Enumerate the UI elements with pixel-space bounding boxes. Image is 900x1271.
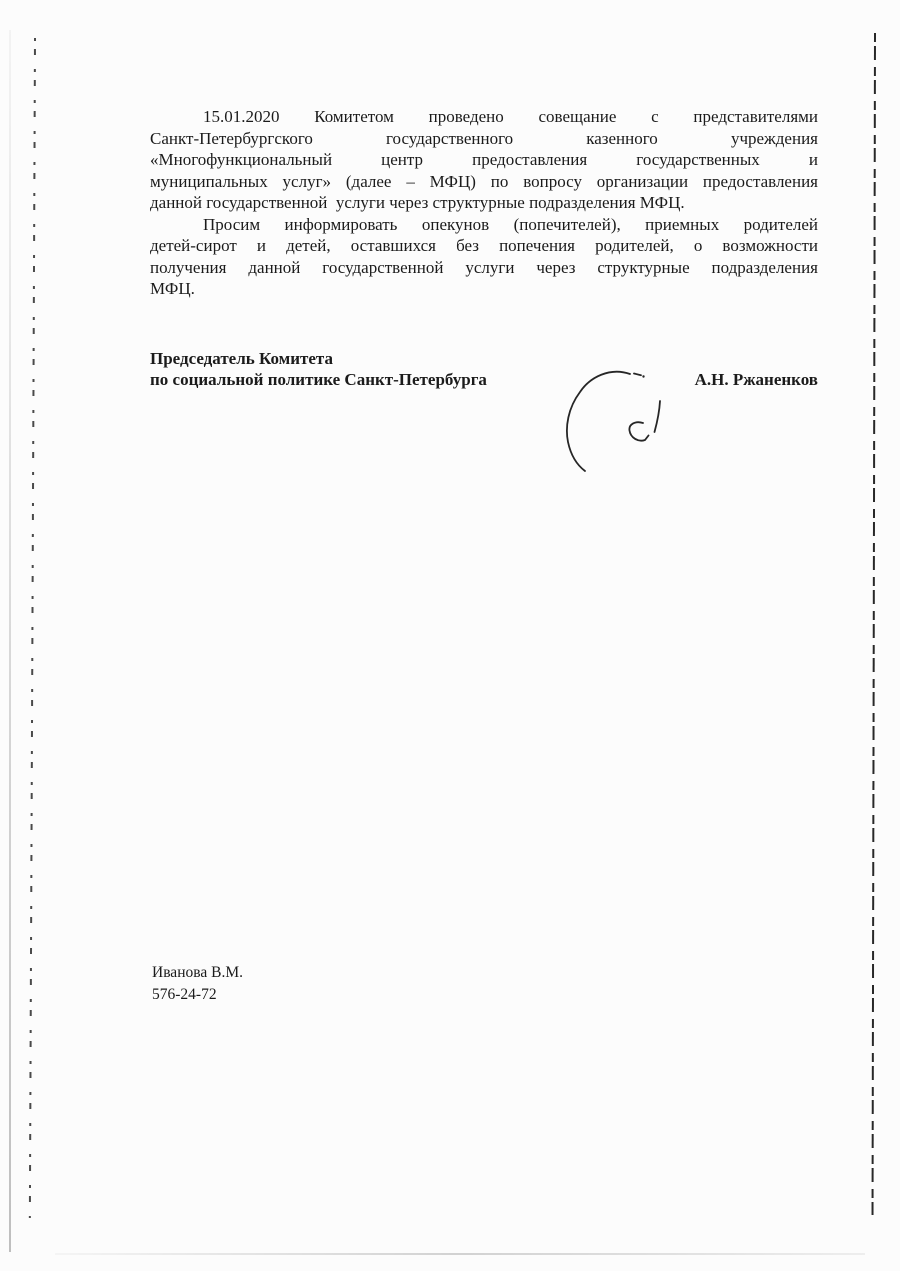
paragraph1-line: «Многофункциональный центр предоставления государственных и: [150, 150, 818, 169]
paragraph1-line: Санкт-Петербургского государственного казенного учреждения: [150, 128, 818, 148]
left-edge-perforation-marks: [29, 38, 36, 1218]
letter-body: [150, 106, 818, 300]
right-edge-perforation-marks: [872, 33, 876, 1215]
executor-phone: 576-24-72: [152, 986, 217, 1003]
paragraph2-line: МФЦ.: [150, 279, 195, 298]
left-page-edge-line: [9, 30, 11, 1252]
paragraph2-line: Просим информировать опекунов (попечителей), приемных родителей: [203, 214, 818, 234]
executor-name: Иванова В.М.: [152, 964, 243, 981]
executor-contact: [152, 962, 243, 1006]
signer-title-line2: по социальной политике Санкт-Петербурга: [150, 370, 487, 389]
signer-name: А.Н. Ржаненков: [694, 370, 818, 389]
paragraph1-line: 15.01.2020 Комитетом проведено совещание с представителями: [203, 107, 818, 126]
paragraph2-line: получения данной государственной услуги через структурные подразделения: [150, 257, 818, 277]
paragraph2-line: детей-сирот и детей, оставшихся без попечения родителей, о возможности: [150, 236, 818, 255]
paragraph1-line: данной государственной услуги через структурные подразделения МФЦ.: [150, 193, 685, 212]
signer-title-line1: Председатель Комитета: [150, 349, 333, 368]
handwritten-signature-ink: [540, 350, 760, 500]
paragraph1-line: муниципальных услуг» (далее – МФЦ) по вопросу организации предоставления: [150, 171, 818, 191]
bottom-page-edge-line: [55, 1253, 865, 1255]
